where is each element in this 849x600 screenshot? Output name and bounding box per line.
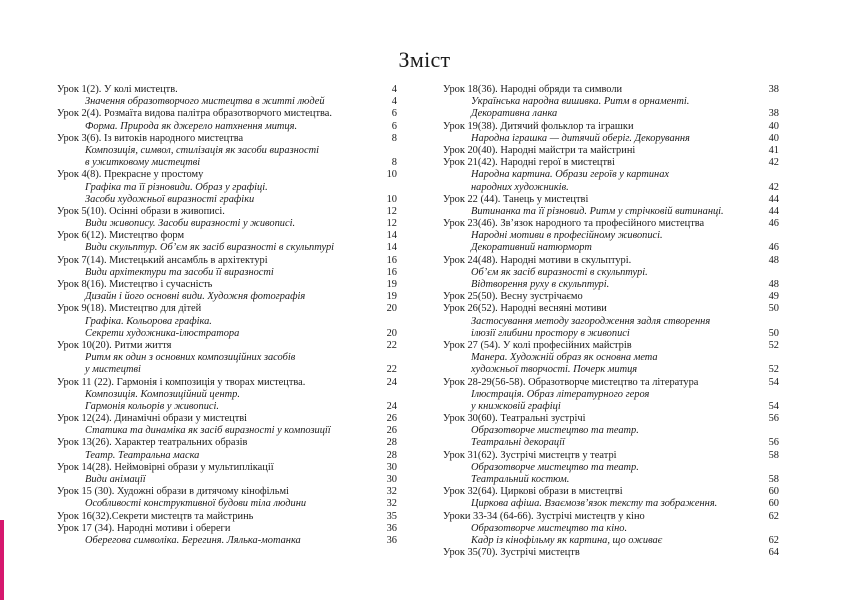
toc-page-number: 56 bbox=[768, 413, 779, 425]
toc-page-number: 54 bbox=[768, 400, 779, 412]
toc-page-number: 38 bbox=[768, 84, 779, 95]
toc-entry-text: Українська народна вишивка. Ритм в орнаменті. bbox=[471, 96, 690, 108]
toc-entry-text: Композиція, символ, стилізація як засоби виразності bbox=[85, 144, 319, 156]
toc-entry-text: народних художників. bbox=[471, 181, 569, 193]
toc-page-number: 42 bbox=[768, 181, 779, 193]
toc-entry-text: Народні мотиви в професійному живописі. bbox=[471, 230, 663, 242]
toc-entry-text: Урок 22 (44). Танець у мистецтві bbox=[443, 193, 589, 205]
toc-page-number: 20 bbox=[386, 327, 397, 339]
toc-entry-text: Декоративна ланка bbox=[471, 108, 558, 120]
toc-topic-line bbox=[443, 279, 779, 291]
toc-entry-text: Театральний костюм. bbox=[471, 474, 570, 485]
toc-entry-text: Об’єм як засіб виразності в скульптурі. bbox=[471, 266, 648, 278]
toc-entry-text: Урок 30(60). Театральні зустрічі bbox=[443, 413, 586, 425]
toc-lesson-line bbox=[57, 437, 397, 449]
toc-lesson-line bbox=[443, 511, 779, 523]
toc-page-number: 12 bbox=[386, 205, 397, 217]
toc-page-number: 26 bbox=[386, 425, 397, 437]
toc-entry-text: Урок 16(32).Секрети мистецтв та майстринь bbox=[57, 510, 254, 522]
toc-page-number: 52 bbox=[768, 364, 779, 376]
toc-right-column bbox=[443, 84, 779, 559]
toc-topic-line bbox=[443, 352, 779, 364]
toc-lesson-line bbox=[57, 133, 397, 145]
toc-entry-text: Урок 17 (34). Народні мотиви і обереги bbox=[57, 522, 231, 534]
toc-lesson-line bbox=[57, 206, 397, 218]
toc-page-number: 20 bbox=[386, 303, 397, 315]
toc-page-number: 54 bbox=[768, 376, 779, 388]
toc-entry-text: Урок 23(46). Зв’язок народного та професійного мистецтва bbox=[443, 218, 705, 230]
toc-page-number: 4 bbox=[391, 96, 397, 108]
toc-entry-text: Урок 9(18). Мистецтво для дітей bbox=[57, 303, 202, 315]
toc-entry-text: Урок 11 (22). Гармонія і композиція у творах мистецтва. bbox=[57, 376, 306, 388]
toc-entry-text: Народна іграшка — дитячий оберіг. Декорування bbox=[471, 132, 690, 144]
toc-lesson-line bbox=[57, 303, 397, 315]
toc-lesson-line bbox=[443, 303, 779, 315]
toc-entry-text: Урок 1(2). У колі мистецтв. bbox=[57, 84, 178, 95]
toc-entry-text: Циркова афіша. Взаємозв’язок тексту та зображення. bbox=[471, 498, 718, 510]
toc-page-number: 36 bbox=[386, 522, 397, 534]
toc-lesson-line bbox=[443, 121, 779, 133]
toc-topic-line bbox=[443, 425, 779, 437]
toc-entry-text: Урок 7(14). Мистецький ансамбль в архітектурі bbox=[57, 254, 268, 266]
toc-entry-text: Види скульптур. Об’єм як засіб виразності в скульптурі bbox=[85, 242, 335, 254]
toc-entry-text: Графіка. Кольорова графіка. bbox=[85, 315, 212, 327]
toc-page-number: 6 bbox=[391, 108, 397, 120]
toc-page-number: 10 bbox=[386, 193, 397, 205]
toc-entry-text: Оберегова символіка. Берегиня. Лялька-мотанка bbox=[85, 534, 301, 546]
toc-page-number: 30 bbox=[386, 461, 397, 473]
toc-lesson-line bbox=[443, 157, 779, 169]
toc-lesson-line bbox=[443, 218, 779, 230]
toc-page-number: 10 bbox=[386, 169, 397, 181]
toc-topic-line bbox=[57, 157, 397, 169]
page-edge-mark bbox=[0, 520, 4, 600]
toc-topic-line bbox=[443, 108, 779, 120]
toc-page-number: 60 bbox=[768, 486, 779, 498]
toc-page-number: 50 bbox=[768, 303, 779, 315]
toc-topic-line bbox=[57, 218, 397, 230]
toc-page-number: 58 bbox=[768, 449, 779, 461]
toc-entry-text: Види архітектури та засоби її виразності bbox=[85, 266, 274, 278]
page-title: Зміст bbox=[398, 47, 451, 72]
toc-entry-text: Урок 31(62). Зустрічі мистецтв у театрі bbox=[443, 449, 617, 461]
toc-page-number: 46 bbox=[768, 242, 779, 254]
toc-topic-line bbox=[443, 474, 779, 486]
toc-topic-line bbox=[57, 498, 397, 510]
toc-entry-text: Урок 32(64). Циркові образи в мистецтві bbox=[443, 486, 623, 498]
toc-page-number: 16 bbox=[386, 254, 397, 266]
toc-entry-text: Застосування методу загородження задля створення bbox=[471, 315, 711, 327]
toc-page-number: 44 bbox=[768, 193, 779, 205]
toc-entry-text: Урок 8(16). Мистецтво і сучасність bbox=[57, 279, 213, 290]
toc-topic-line bbox=[443, 498, 779, 510]
toc-topic-line bbox=[443, 133, 779, 145]
toc-entry-text: Урок 12(24). Динамічні образи у мистецтві bbox=[57, 413, 248, 425]
toc-page-number: 38 bbox=[768, 108, 779, 120]
toc-page-number: 16 bbox=[386, 266, 397, 278]
toc-entry-text: Значення образотворчого мистецтва в житті людей bbox=[85, 96, 325, 108]
toc-topic-line bbox=[443, 389, 779, 401]
toc-topic-line bbox=[443, 328, 779, 340]
toc-lesson-line bbox=[443, 413, 779, 425]
toc-page-number: 14 bbox=[386, 242, 397, 254]
toc-lesson-line bbox=[443, 547, 779, 559]
toc-page-number: 32 bbox=[386, 498, 397, 510]
toc-entry-text: Особливості конструктивної будови тіла людини bbox=[85, 498, 307, 510]
toc-page-number: 26 bbox=[386, 413, 397, 425]
toc-topic-line bbox=[57, 194, 397, 206]
toc-page-number: 48 bbox=[768, 279, 779, 290]
toc-entry-text: Відтворення руху в скульптурі. bbox=[471, 279, 610, 290]
toc-lesson-line bbox=[57, 523, 397, 535]
toc-entry-text: Урок 24(48). Народні мотиви в скульптурі. bbox=[443, 254, 632, 266]
toc-topic-line bbox=[443, 364, 779, 376]
toc-page-number: 40 bbox=[768, 120, 779, 132]
toc-lesson-line bbox=[57, 279, 397, 291]
toc-lesson-line bbox=[57, 108, 397, 120]
toc-topic-line bbox=[443, 206, 779, 218]
toc-entry-text: Образотворче мистецтво та театр. bbox=[471, 461, 639, 473]
toc-page-number: 49 bbox=[768, 291, 779, 303]
toc-topic-line bbox=[443, 316, 779, 328]
toc-page-number: 42 bbox=[768, 157, 779, 169]
toc-topic-line bbox=[57, 121, 397, 133]
toc-lesson-line bbox=[443, 291, 779, 303]
toc-entry-text: Уроки 33-34 (64-66). Зустрічі мистецтв у кіно bbox=[443, 510, 645, 522]
toc-page-number: 19 bbox=[386, 279, 397, 290]
toc-page-number: 36 bbox=[386, 534, 397, 546]
toc-entry-text: Образотворче мистецтво та кіно. bbox=[471, 522, 628, 534]
toc-entry-text: Манера. Художній образ як основна мета bbox=[471, 352, 658, 364]
toc-entry-text: Урок 21(42). Народні герої в мистецтві bbox=[443, 157, 615, 169]
toc-lesson-line bbox=[443, 377, 779, 389]
toc-page-number: 19 bbox=[386, 291, 397, 303]
toc-topic-line bbox=[57, 182, 397, 194]
toc-entry-text: Види живопису. Засоби виразності у живописі. bbox=[85, 218, 296, 230]
toc-page-number: 64 bbox=[768, 547, 779, 559]
toc-entry-text: Урок 25(50). Весну зустрічаємо bbox=[443, 291, 583, 303]
toc-entry-text: Образотворче мистецтво та театр. bbox=[471, 425, 639, 437]
toc-entry-text: Урок 5(10). Осінні образи в живописі. bbox=[57, 205, 225, 217]
toc-page-number: 22 bbox=[386, 364, 397, 376]
toc-page-number: 44 bbox=[768, 205, 779, 217]
toc-page-number: 52 bbox=[768, 339, 779, 351]
toc-entry-text: Урок 13(26). Характер театральних образів bbox=[57, 437, 248, 449]
toc-page-number: 8 bbox=[391, 132, 397, 144]
toc-lesson-line bbox=[57, 377, 397, 389]
toc-topic-line bbox=[57, 145, 397, 157]
toc-topic-line bbox=[443, 523, 779, 535]
toc-entry-text: Графіка та її різновиди. Образ у графіці. bbox=[85, 181, 268, 193]
toc-page-number: 46 bbox=[768, 218, 779, 230]
toc-page-number: 4 bbox=[391, 84, 397, 95]
toc-page-number: 24 bbox=[386, 376, 397, 388]
toc-topic-line bbox=[57, 389, 397, 401]
toc-entry-text: Форма. Природа як джерело натхнення митця. bbox=[85, 120, 298, 132]
toc-page-number: 50 bbox=[768, 327, 779, 339]
toc-page-number: 30 bbox=[386, 474, 397, 485]
toc-topic-line bbox=[443, 230, 779, 242]
toc-entry-text: Урок 6(12). Мистецтво форм bbox=[57, 230, 185, 242]
toc-entry-text: Засоби художньої виразності графіки bbox=[85, 193, 255, 205]
toc-page-number: 24 bbox=[386, 400, 397, 412]
toc-page-number: 22 bbox=[386, 339, 397, 351]
toc-entry-text: Статика та динаміка як засіб виразності у композиції bbox=[85, 425, 331, 437]
toc-lesson-line bbox=[443, 145, 779, 157]
toc-entry-text: ілюзії глибини простору в живописі bbox=[471, 327, 630, 339]
toc-topic-line bbox=[57, 291, 397, 303]
toc-lesson-line bbox=[57, 169, 397, 181]
toc-lesson-line bbox=[57, 255, 397, 267]
toc-topic-line bbox=[443, 401, 779, 413]
toc-entry-text: Ритм як один з основних композиційних засобів bbox=[85, 352, 296, 364]
toc-lesson-line bbox=[57, 462, 397, 474]
toc-topic-line bbox=[443, 267, 779, 279]
toc-topic-line bbox=[57, 535, 397, 547]
toc-entry-text: Кадр із кінофільму як картина, що оживає bbox=[471, 534, 663, 546]
toc-topic-line bbox=[57, 267, 397, 279]
toc-entry-text: у книжковій графіці bbox=[471, 400, 561, 412]
toc-entry-text: Урок 28-29(56-58). Образотворче мистецтво та література bbox=[443, 376, 699, 388]
toc-entry-text: Урок 14(28). Неймовірні образи у мультиплікації bbox=[57, 461, 274, 473]
toc-page-number: 6 bbox=[391, 120, 397, 132]
toc-page-number: 12 bbox=[386, 218, 397, 230]
toc-topic-line bbox=[443, 96, 779, 108]
toc-entry-text: Урок 2(4). Розмаїта видова палітра образотворчого мистецтва. bbox=[57, 108, 332, 120]
toc-entry-text: Народна картина. Образи героїв у картинах bbox=[471, 169, 669, 181]
toc-entry-text: Урок 15 (30). Художні образи в дитячому кінофільмі bbox=[57, 486, 289, 498]
toc-entry-text: Театр. Театральна маска bbox=[85, 449, 200, 461]
toc-page-number: 28 bbox=[386, 449, 397, 461]
toc-topic-line bbox=[443, 535, 779, 547]
toc-page-number: 40 bbox=[768, 132, 779, 144]
toc-entry-text: Витинанка та її різновид. Ритм у стрічковій витинанці. bbox=[471, 205, 724, 217]
toc-topic-line bbox=[57, 425, 397, 437]
toc-lesson-line bbox=[443, 486, 779, 498]
toc-entry-text: Урок 26(52). Народні весняні мотиви bbox=[443, 303, 607, 315]
toc-topic-line bbox=[57, 352, 397, 364]
toc-entry-text: Урок 20(40). Народні майстри та майстрині bbox=[443, 144, 636, 156]
toc-lesson-line bbox=[57, 84, 397, 96]
toc-topic-line bbox=[443, 242, 779, 254]
toc-entry-text: художньої творчості. Почерк митця bbox=[471, 364, 638, 376]
toc-left-column bbox=[57, 84, 397, 547]
toc-page-number: 14 bbox=[386, 230, 397, 242]
toc-topic-line bbox=[57, 96, 397, 108]
toc-topic-line bbox=[57, 242, 397, 254]
toc-entry-text: Декоративний натюрморт bbox=[471, 242, 592, 254]
toc-lesson-line bbox=[443, 255, 779, 267]
toc-entry-text: Види анімації bbox=[85, 474, 146, 485]
toc-lesson-line bbox=[443, 340, 779, 352]
toc-entry-text: Секрети художника-ілюстратора bbox=[85, 327, 240, 339]
toc-page-number: 32 bbox=[386, 486, 397, 498]
toc-entry-text: Урок 27 (54). У колі професійних майстрів bbox=[443, 339, 632, 351]
toc-page-number: 28 bbox=[386, 437, 397, 449]
toc-lesson-line bbox=[443, 84, 779, 96]
toc-page-number: 58 bbox=[768, 474, 779, 485]
toc-page-number: 56 bbox=[768, 437, 779, 449]
toc-lesson-line bbox=[57, 340, 397, 352]
toc-page-number: 35 bbox=[386, 510, 397, 522]
toc-entry-text: Ілюстрація. Образ літературного героя bbox=[471, 388, 650, 400]
toc-entry-text: Урок 4(8). Прекрасне у простому bbox=[57, 169, 204, 181]
toc-topic-line bbox=[57, 401, 397, 413]
toc-topic-line bbox=[57, 474, 397, 486]
toc-topic-line bbox=[57, 364, 397, 376]
toc-lesson-line bbox=[443, 450, 779, 462]
toc-entry-text: Урок 18(36). Народні обряди та символи bbox=[443, 84, 623, 95]
toc-topic-line bbox=[443, 437, 779, 449]
toc-entry-text: в ужитковому мистецтві bbox=[85, 157, 201, 169]
toc-page-number: 8 bbox=[391, 157, 397, 169]
toc-lesson-line bbox=[443, 194, 779, 206]
toc-entry-text: Урок 10(20). Ритми життя bbox=[57, 339, 172, 351]
toc-topic-line bbox=[443, 182, 779, 194]
toc-entry-text: Театральні декорації bbox=[471, 437, 565, 449]
toc-entry-text: Гармонія кольорів у живописі. bbox=[85, 400, 219, 412]
toc-topic-line bbox=[57, 316, 397, 328]
toc-lesson-line bbox=[57, 230, 397, 242]
toc-topic-line bbox=[57, 450, 397, 462]
toc-page-number: 48 bbox=[768, 254, 779, 266]
toc-page-number: 60 bbox=[768, 498, 779, 510]
toc-entry-text: у мистецтві bbox=[85, 364, 141, 376]
toc-topic-line bbox=[443, 462, 779, 474]
toc-topic-line bbox=[57, 328, 397, 340]
toc-lesson-line bbox=[57, 413, 397, 425]
toc-topic-line bbox=[443, 169, 779, 181]
toc-page-number: 62 bbox=[768, 534, 779, 546]
toc-page-number: 62 bbox=[768, 510, 779, 522]
toc-entry-text: Урок 19(38). Дитячий фольклор та іграшки bbox=[443, 120, 634, 132]
toc-entry-text: Композиція. Композиційний центр. bbox=[85, 388, 240, 400]
toc-lesson-line bbox=[57, 511, 397, 523]
toc-entry-text: Урок 3(6). Із витоків народного мистецтва bbox=[57, 132, 244, 144]
toc-lesson-line bbox=[57, 486, 397, 498]
toc-page-number: 41 bbox=[768, 144, 779, 156]
toc-entry-text: Урок 35(70). Зустрічі мистецтв bbox=[443, 547, 580, 559]
toc-entry-text: Дизайн і його основні види. Художня фотографія bbox=[85, 291, 306, 303]
